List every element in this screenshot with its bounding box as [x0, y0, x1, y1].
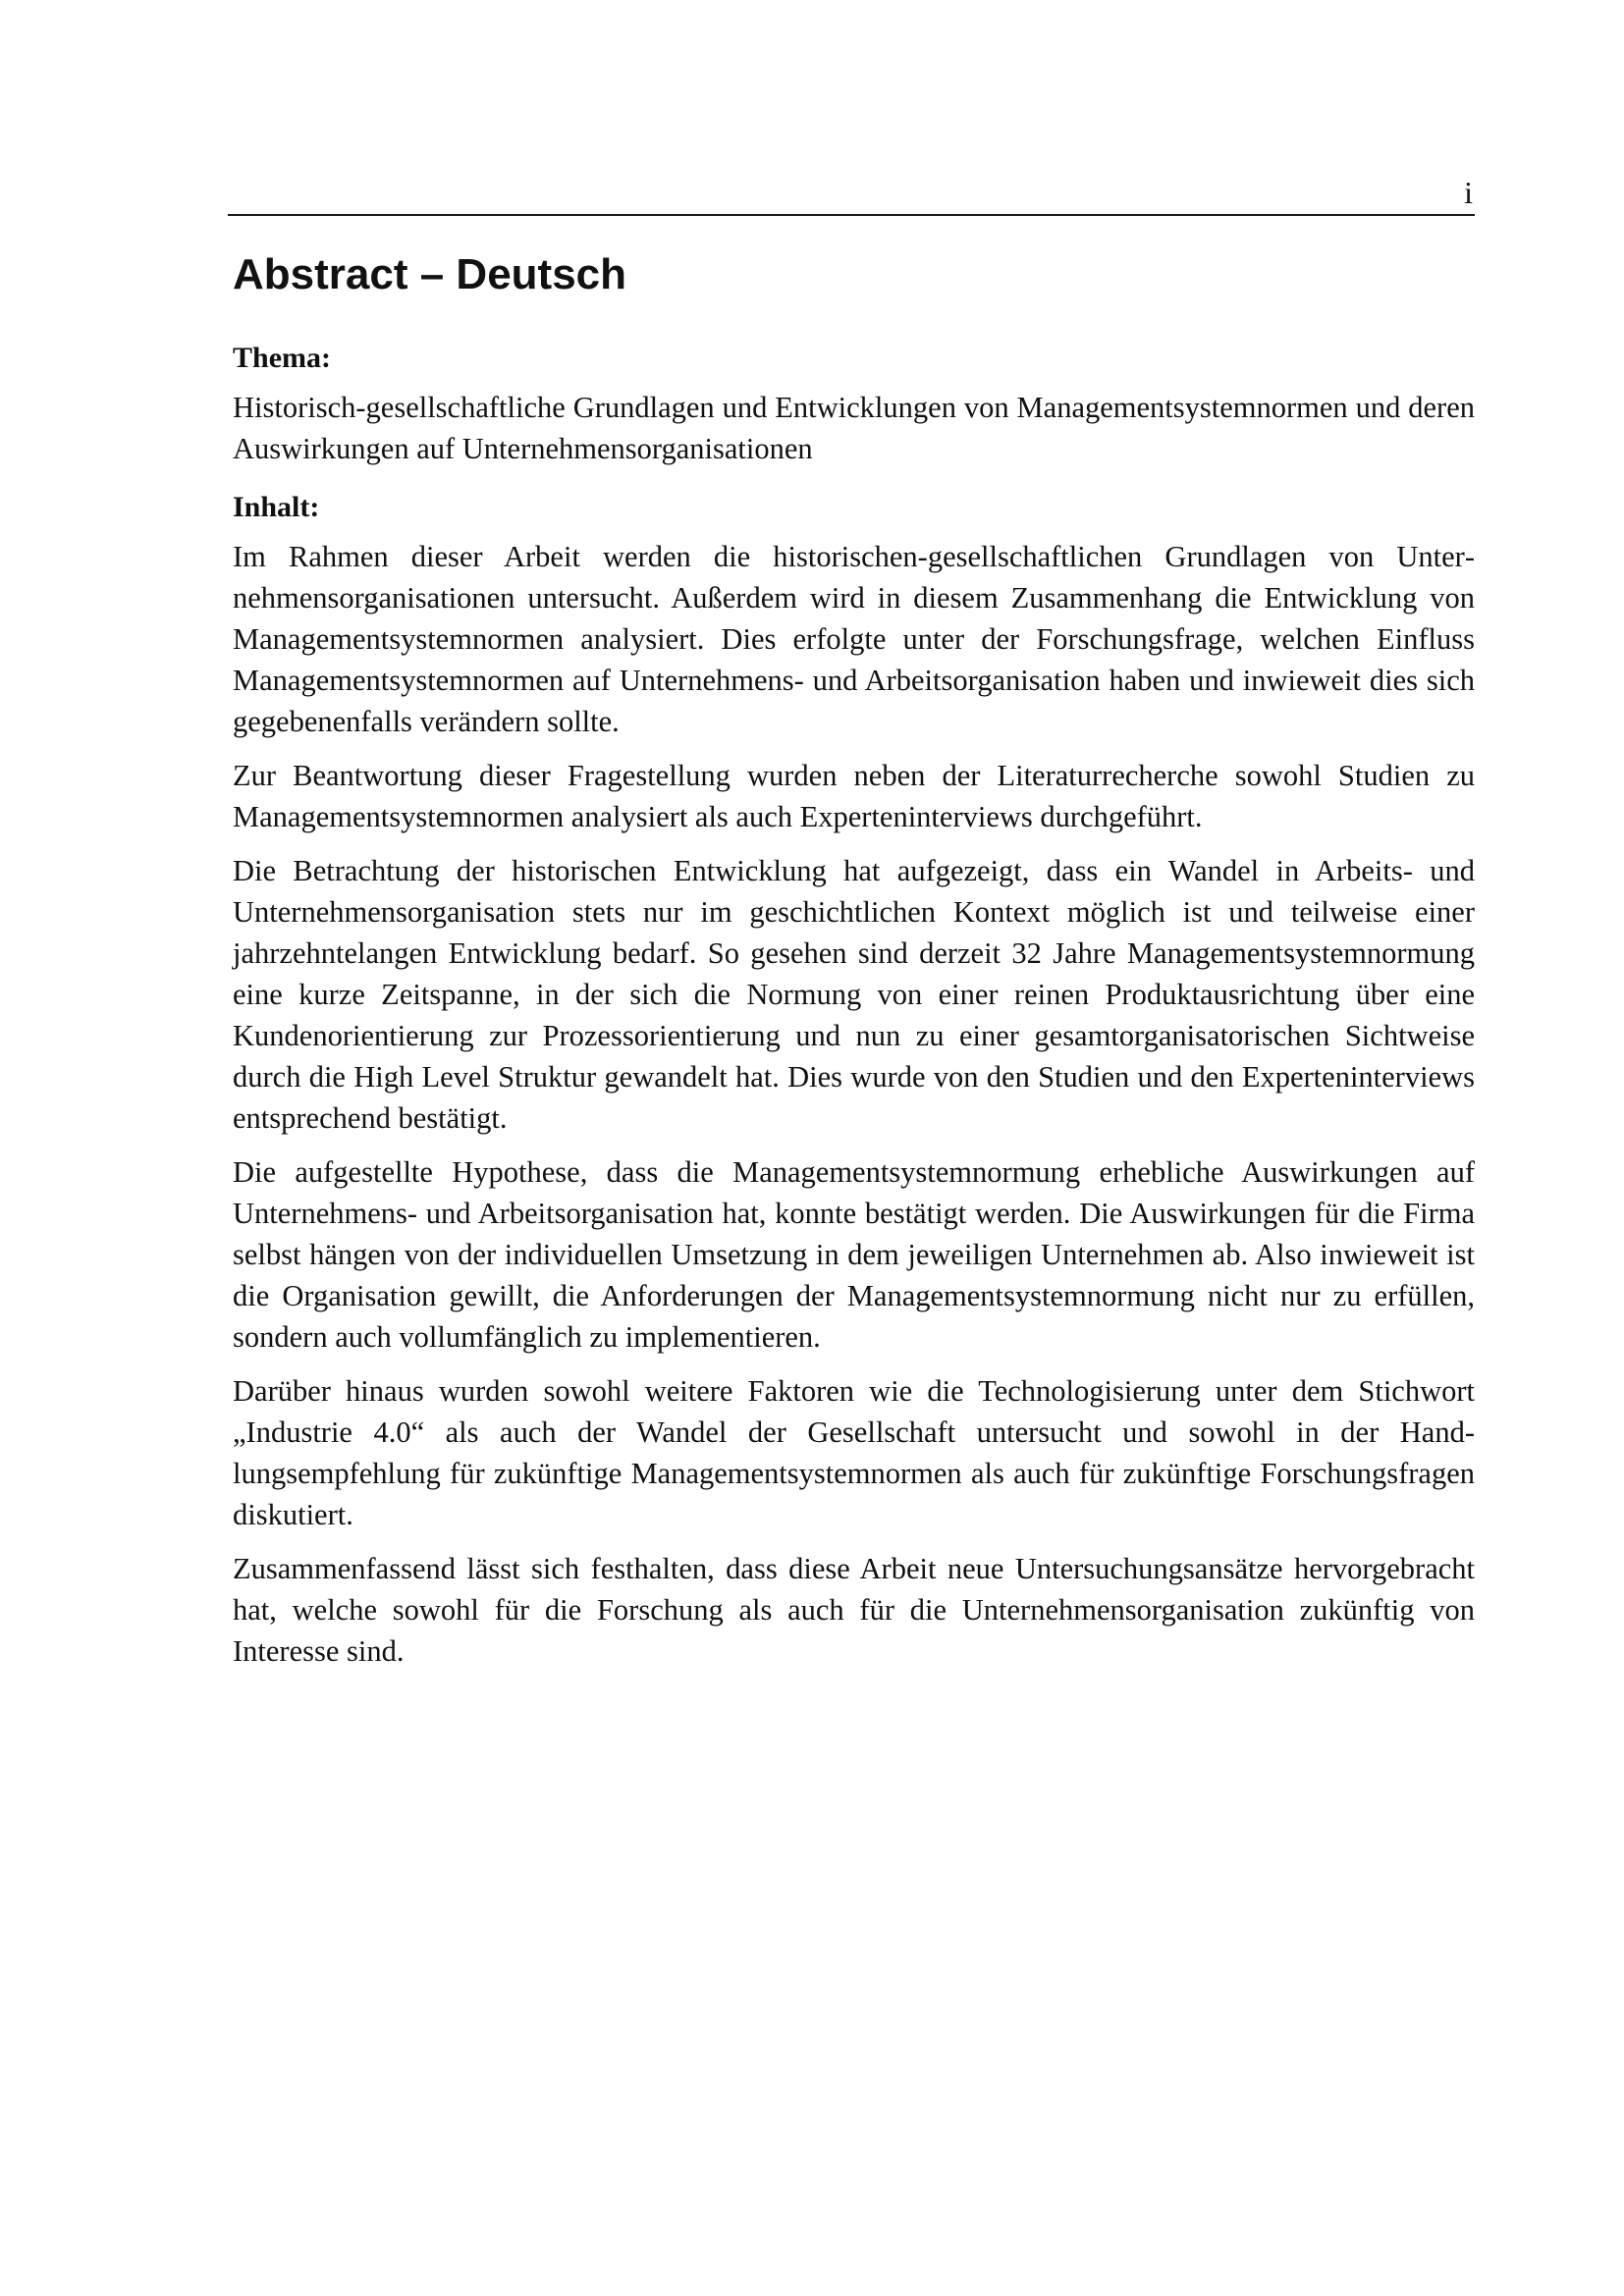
paragraph-5: Darüber hinaus wurden sowohl weitere Faktoren wie die Technologisierung unter dem Stichwort „Industrie 4.0“ als auch der Wandel der Gesellschaft untersucht und sowohl in der Handlungsempfehlung für zukünftige Managementsystemnormen als auch für zukünftige Forschungsfragen diskutiert. [233, 1374, 1475, 1531]
paragraph-6: Zusammenfassend lässt sich festhalten, dass diese Arbeit neue Untersuchungsansätze hervorgebracht hat, welche sowohl für die Forschung als auch für die Unternehmensorganisation zukünftig von Interesse sind. [233, 1552, 1475, 1668]
page-title: Abstract – Deutsch [233, 250, 627, 298]
paragraph-4: Die aufgestellte Hypothese, dass die Managementsystemnormung erhebliche Auswirkungen auf Unternehmens- und Arbeitsorganisation hat, konnte bestätigt werden. Die Auswirkungen für die Firma selbst hängen von der individuellen Umsetzung in dem jeweiligen Unternehmen ab. Also inwieweit ist die Organisation gewillt, die Anforderungen der Managementsystemnormung nicht nur zu erfüllen, sondern auch vollumfänglich zu implementieren. [233, 1155, 1475, 1354]
paragraph-2: Zur Beantwortung dieser Fragestellung wurden neben der Literaturrecherche sowohl Studien zu Managementsystemnormen analysiert als auch Experteninterviews durchgeführt. [233, 759, 1475, 833]
paragraph-1: Im Rahmen dieser Arbeit werden die historischen-gesellschaftlichen Grundlagen von Unternehmensorganisationen untersucht. Außerdem wird in diesem Zusammenhang die Entwicklung von Managementsystemnormen analysiert. Dies erfolgte unter der Forschungsfrage, welchen Einfluss Managementsystemnormen auf Unternehmens- und Arbeitsorganisation haben und inwieweit dies sich gegebenenfalls verändern sollte. [233, 540, 1475, 738]
inhalt-label: Inhalt: [233, 491, 320, 523]
header-rule [228, 214, 1475, 216]
abstract-body [233, 236, 1475, 1672]
page-number: i [1464, 175, 1473, 210]
thema-label: Thema: [233, 342, 331, 374]
thema-text: Historisch-gesellschaftliche Grundlagen und Entwicklungen von Managementsystemnormen und deren Auswirkungen auf Unternehmensorganisationen [233, 391, 1475, 465]
paragraph-3: Die Betrachtung der historischen Entwicklung hat aufgezeigt, dass ein Wandel in Arbeits- und Unternehmensorganisation stets nur im geschichtlichen Kontext möglich ist und teilweise einer jahrzehntelangen Entwicklung bedarf. So gesehen sind derzeit 32 Jahre Managementsystemnormung eine kurze Zeitspanne, in der sich die Normung von einer reinen Produktausrichtung über eine Kundenorientierung zur Prozessorientierung und nun zu einer gesamtorganisatorischen Sichtweise durch die High Level Struktur gewandelt hat. Dies wurde von den Studien und den Experteninterviews entsprechend bestätigt. [233, 854, 1475, 1135]
